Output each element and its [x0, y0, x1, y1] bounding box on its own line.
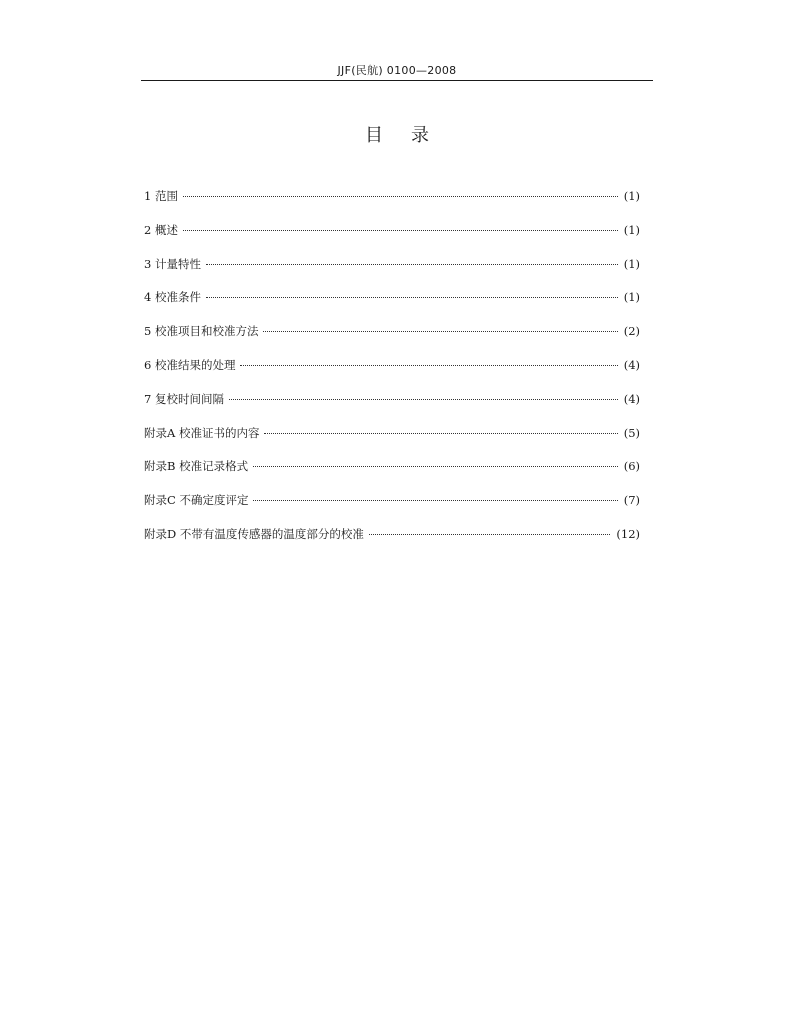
toc-entry-5[interactable]	[144, 321, 640, 355]
page-header: JJF(民航) 0100—2008	[337, 64, 457, 77]
toc-entry-label: 附录A 校准证书的内容	[144, 425, 260, 440]
toc-entry-page: (2)	[623, 324, 640, 339]
toc-entry-page: (4)	[623, 357, 640, 372]
toc-entry-label: 5 校准项目和校准方法	[144, 324, 259, 339]
toc-entry-appendix-a[interactable]	[144, 423, 640, 457]
toc-entry-page: (6)	[623, 459, 640, 474]
toc-entry-label: 附录D 不带有温度传感器的温度部分的校准	[144, 526, 364, 541]
dot-leader	[206, 297, 618, 298]
toc-entry-3[interactable]	[144, 254, 640, 288]
toc-entry-label: 7 复校时间间隔	[144, 391, 224, 406]
toc-entry-appendix-d[interactable]	[144, 524, 640, 558]
toc-entry-4[interactable]	[144, 287, 640, 321]
toc-entry-page: (12)	[616, 526, 640, 541]
dot-leader	[240, 365, 617, 366]
dot-leader	[206, 264, 618, 265]
toc-entry-label: 1 范围	[144, 189, 178, 203]
toc-entry-page: (1)	[623, 290, 640, 305]
dot-leader	[183, 230, 618, 231]
toc-entry-2[interactable]	[144, 220, 640, 254]
toc-entry-label: 6 校准结果的处理	[144, 357, 236, 372]
toc-entry-page: (5)	[623, 425, 640, 440]
toc-entry-page: (1)	[623, 256, 640, 271]
dot-leader	[229, 399, 618, 400]
toc-entry-label: 2 概述	[144, 222, 178, 237]
toc-entry-appendix-b[interactable]	[144, 456, 640, 490]
toc-entry-page: (7)	[623, 493, 640, 508]
dot-leader	[253, 466, 618, 467]
dot-leader	[263, 331, 617, 332]
toc-entry-label: 4 校准条件	[144, 290, 201, 305]
toc-entry-label: 附录C 不确定度评定	[144, 493, 249, 508]
toc-entry-6[interactable]	[144, 355, 640, 389]
toc-entry-page: (1)	[623, 222, 640, 237]
toc-entry-1[interactable]	[144, 186, 640, 220]
dot-leader	[369, 534, 611, 535]
toc-entry-label: 附录B 校准记录格式	[144, 459, 249, 474]
toc-entry-label: 3 计量特性	[144, 256, 201, 271]
toc-entry-7[interactable]	[144, 389, 640, 423]
toc-entry-page: (1)	[623, 189, 640, 203]
dot-leader	[183, 196, 618, 197]
toc-entry-appendix-c[interactable]	[144, 490, 640, 524]
toc-list	[144, 186, 640, 558]
toc-entry-page: (4)	[623, 391, 640, 406]
toc-title: 目录	[365, 125, 457, 146]
dot-leader	[264, 433, 617, 434]
dot-leader	[253, 500, 617, 501]
header-rule	[141, 80, 653, 81]
